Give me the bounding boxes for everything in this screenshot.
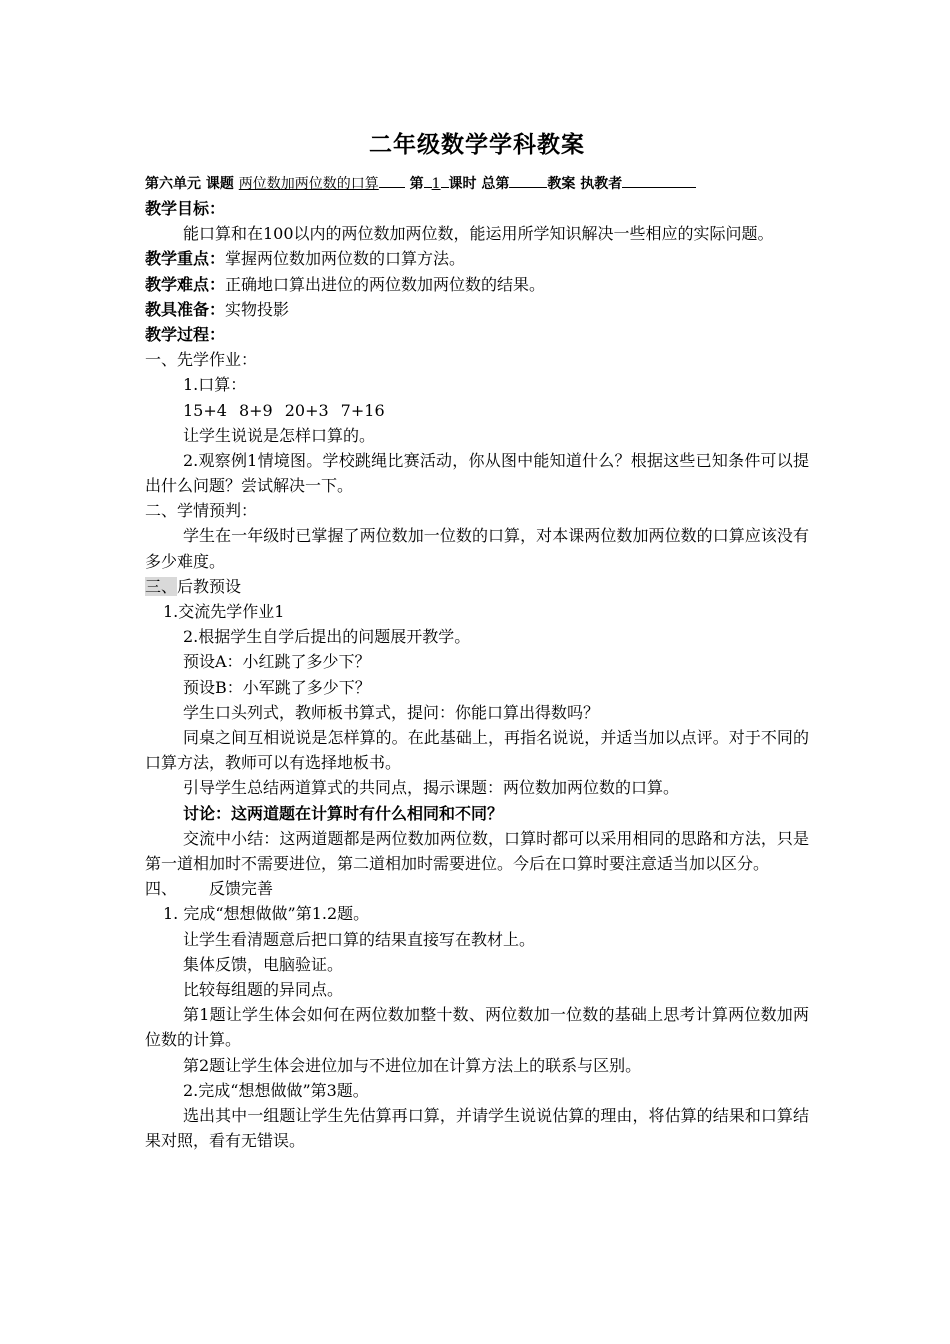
lesson-blank-left xyxy=(424,172,432,188)
section-4-heading xyxy=(145,876,809,901)
process-label: 教学过程： xyxy=(145,324,226,344)
section-3-l4: 预设B：小军跳了多少下？ xyxy=(183,677,371,697)
expression: 20+3 xyxy=(284,400,329,420)
lesson-number: 1 xyxy=(431,176,441,192)
section-3-l7: 引导学生总结两道算式的共同点，揭示课题：两位数加两位数的口算。 xyxy=(183,778,680,798)
section-4-l6: 第2题让学生体会进位加与不进位加在计算方法上的联系与区别。 xyxy=(183,1055,642,1075)
lesson-meta-line xyxy=(145,172,809,196)
unit-label: 第六单元 xyxy=(145,176,201,192)
tools-text: 实物投影 xyxy=(225,299,290,319)
section-4-l7: 2.完成“想想做做”第3题。 xyxy=(183,1080,369,1100)
difficulty-text: 正确地口算出进位的两位数加两位数的结果。 xyxy=(225,274,546,294)
section-3-l2: 2.根据学生自学后提出的问题展开教学。 xyxy=(183,627,471,647)
section-2-heading: 二、学情预判： xyxy=(145,501,258,521)
key-point-label: 教学重点： xyxy=(145,249,226,269)
expression: 8+9 xyxy=(238,400,273,420)
section-3-p6: 同桌之间互相说说是怎样算的。在此基础上，再指名说说，并适当加以点评。对于不同的口算方法，教师可以有选择地板书。 xyxy=(145,728,809,773)
section-4-p5: 第1题让学生体会如何在两位数加整十数、两位数加一位数的基础上思考计算两位数加两位数的计算。 xyxy=(145,1005,809,1050)
section-1-p1: 让学生说说是怎样口算的。 xyxy=(183,425,376,445)
tools-label: 教具准备： xyxy=(145,299,226,319)
total-suffix: 教案 xyxy=(547,176,576,192)
section-3-l3: 预设A：小红跳了多少下？ xyxy=(183,652,371,672)
section-4-l4: 比较每组题的异同点。 xyxy=(183,979,344,999)
key-point xyxy=(145,246,809,271)
total-blank xyxy=(509,172,547,188)
section-1-heading: 一、先学作业： xyxy=(145,350,258,370)
section-3-l1: 1.交流先学作业1 xyxy=(163,602,285,622)
section-4-l1: 1. 完成“想想做做”第1.2题。 xyxy=(163,904,370,924)
section-4-p8: 选出其中一组题让学生先估算再口算，并请学生说说估算的理由，将估算的结果和口算结果对照，看有无错误。 xyxy=(145,1105,809,1151)
section-4-l3: 集体反馈，电脑验证。 xyxy=(183,954,344,974)
lesson-prefix: 第 xyxy=(409,176,424,192)
section-3-number: 三、 xyxy=(145,576,178,596)
lesson-plan-page xyxy=(145,128,809,1153)
section-4-title: 反馈完善 xyxy=(209,879,274,899)
topic-blank xyxy=(379,172,405,188)
section-4-number: 四、 xyxy=(145,879,178,899)
teacher-blank xyxy=(622,172,696,188)
expression: 7+16 xyxy=(340,400,385,420)
difficulty xyxy=(145,272,809,297)
section-3-heading xyxy=(145,574,809,599)
goal-label: 教学目标： xyxy=(145,199,226,218)
section-3-l5: 学生口头列式，教师板书算式，提问：你能口算出得数吗？ xyxy=(183,702,600,722)
section-3-title: 后教预设 xyxy=(177,576,242,596)
topic-label: 课题 xyxy=(205,176,234,192)
section-1-item-1: 1.口算： xyxy=(183,375,247,395)
key-point-text: 掌握两位数加两位数的口算方法。 xyxy=(225,249,466,269)
section-2-p1: 学生在一年级时已掌握了两位数加一位数的口算，对本课两位数加两位数的口算应该没有多少难度。 xyxy=(145,526,809,571)
teacher-label: 执教者 xyxy=(580,176,623,192)
expression: 15+4 xyxy=(183,400,227,420)
goal-text: 能口算和在100以内的两位数加两位数，能运用所学知识解决一些相应的实际问题。 xyxy=(183,224,774,244)
oral-expressions xyxy=(145,398,809,423)
section-4-l2: 让学生看清题意后把口算的结果直接写在教材上。 xyxy=(183,929,536,949)
page-title: 二年级数学学科教案 xyxy=(369,131,585,158)
discussion-question: 讨论：这两道题在计算时有什么相同和不同？ xyxy=(183,803,504,823)
difficulty-label: 教学难点： xyxy=(145,274,226,294)
topic-value: 两位数加两位数的口算 xyxy=(238,176,379,192)
lesson-suffix: 课时 xyxy=(448,176,477,192)
total-prefix: 总第 xyxy=(481,176,510,192)
tools xyxy=(145,297,809,322)
section-3-p9: 交流中小结：这两道题都是两位数加两位数，口算时都可以采用相同的思路和方法，只是第一道相加时不需要进位，第二道相加时需要进位。今后在口算时要注意适当加以区分。 xyxy=(145,828,809,873)
section-1-p2: 2.观察例1情境图。学校跳绳比赛活动，你从图中能知道什么？根据这些已知条件可以提出什么问题？尝试解决一下。 xyxy=(145,450,809,496)
lesson-blank-right xyxy=(441,172,449,188)
